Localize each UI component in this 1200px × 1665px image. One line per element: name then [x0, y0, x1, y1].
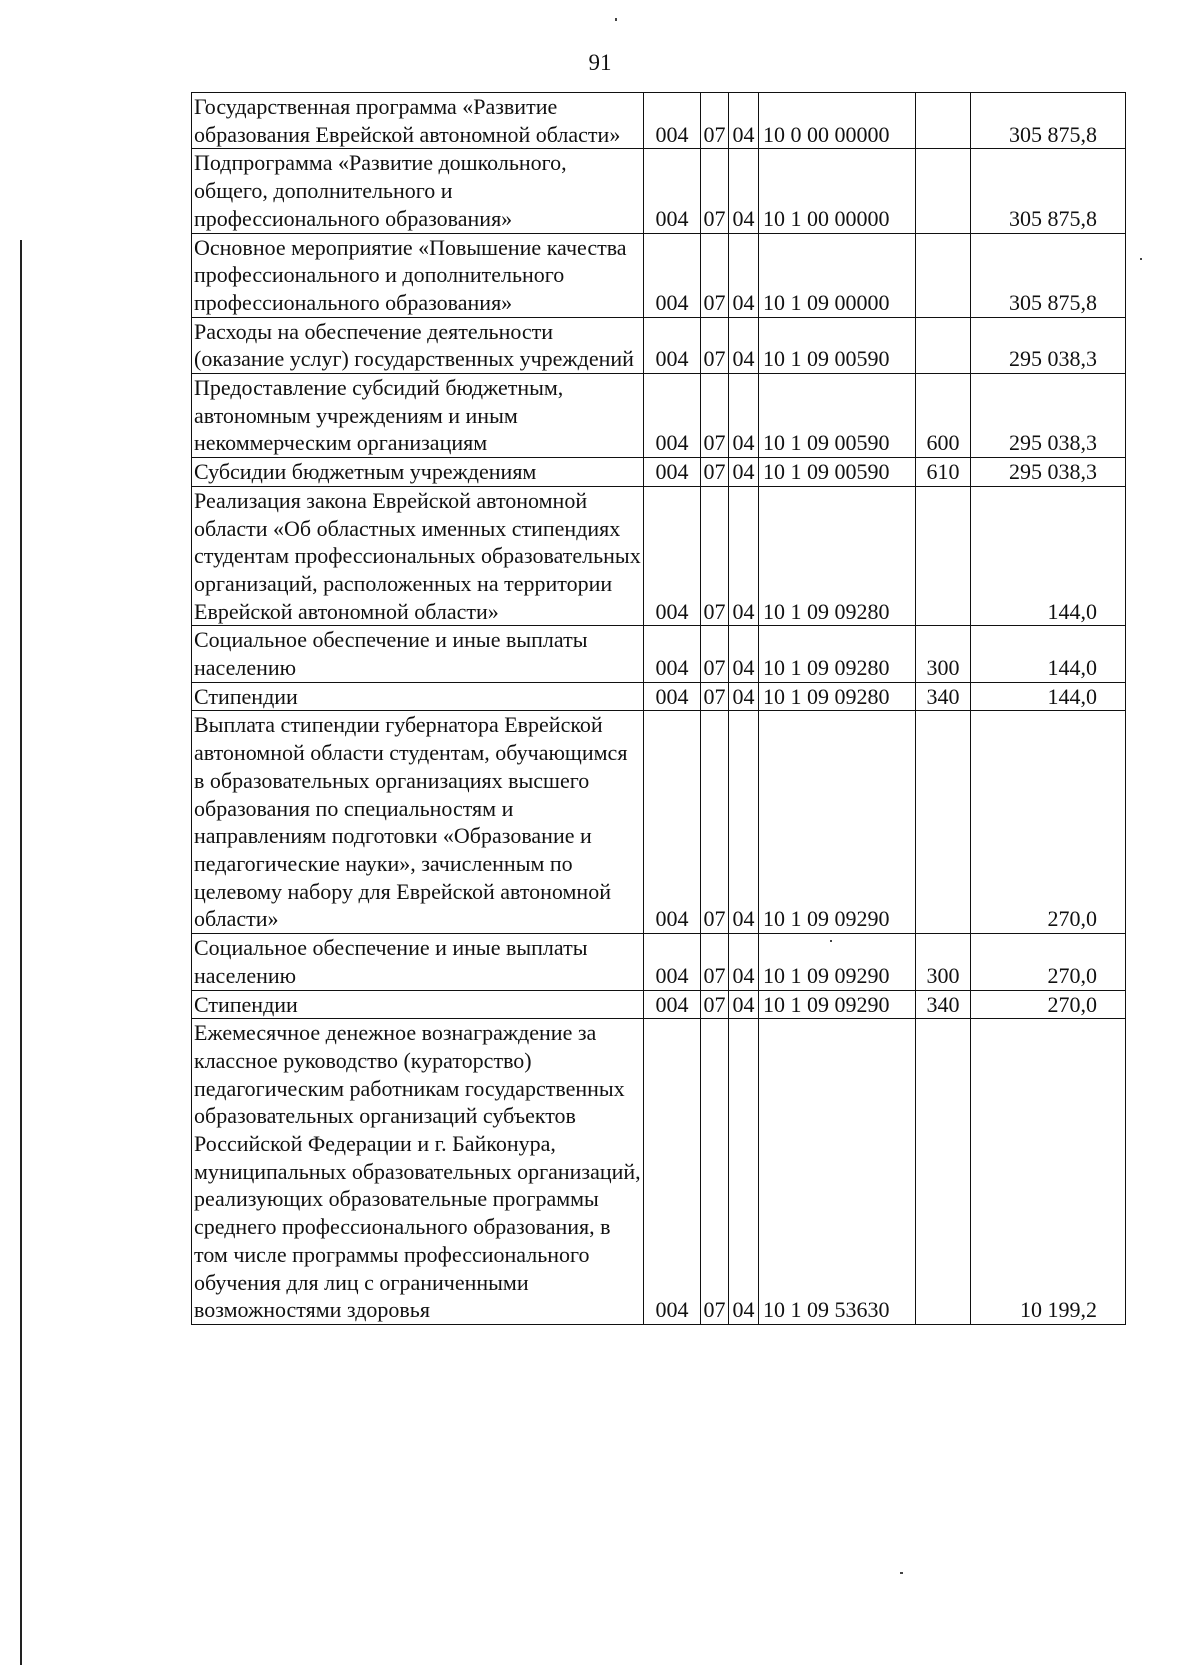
- target-article-cell: 10 1 09 09290: [759, 934, 916, 990]
- section-code-cell: 07: [701, 682, 729, 711]
- section-code-cell: 07: [701, 93, 729, 149]
- expense-name-cell: Ежемесячное денежное вознаграждение за классное руководство (кураторство) педагогическим работникам государственных образовательных организаций субъектов Российской Федерации и г. Байконура, муниципальных образовательных организаций, реализующих образовательные программы среднего профессионального образования, в том числе программы профессионального обучения для лиц с ограниченными возможностями здоровья: [192, 1019, 644, 1325]
- target-article-cell: 10 1 00 00000: [759, 149, 916, 233]
- amount-cell: 270,0: [971, 990, 1126, 1019]
- expense-type-cell: 340: [916, 682, 971, 711]
- table-row: [192, 682, 1126, 711]
- amount-cell: 295 038,3: [971, 374, 1126, 458]
- table-row: [192, 93, 1126, 149]
- expense-name-cell: Государственная программа «Развитие образования Еврейской автономной области»: [192, 93, 644, 149]
- section-code-cell: 07: [701, 317, 729, 373]
- ministry-code-cell: 004: [644, 711, 701, 934]
- section-code-cell: 07: [701, 458, 729, 487]
- target-article-cell: 10 1 09 09290: [759, 711, 916, 934]
- target-article-cell: 10 1 09 09290: [759, 990, 916, 1019]
- expense-type-cell: [916, 149, 971, 233]
- table-row: [192, 486, 1126, 626]
- budget-table-body: [192, 93, 1126, 1325]
- expense-name-cell: Стипендии: [192, 682, 644, 711]
- ministry-code-cell: 004: [644, 682, 701, 711]
- amount-cell: 270,0: [971, 934, 1126, 990]
- expense-type-cell: 600: [916, 374, 971, 458]
- expense-type-cell: [916, 711, 971, 934]
- ministry-code-cell: 004: [644, 934, 701, 990]
- target-article-cell: 10 1 09 09280: [759, 626, 916, 682]
- amount-cell: 144,0: [971, 626, 1126, 682]
- table-row: [192, 990, 1126, 1019]
- ministry-code-cell: 004: [644, 486, 701, 626]
- table-row: [192, 317, 1126, 373]
- table-row: [192, 149, 1126, 233]
- expense-name-cell: Стипендии: [192, 990, 644, 1019]
- table-row: [192, 934, 1126, 990]
- expense-type-cell: [916, 486, 971, 626]
- subsection-code-cell: 04: [729, 93, 759, 149]
- expense-name-cell: Основное мероприятие «Повышение качества профессионального и дополнительного профессионального образования»: [192, 233, 644, 317]
- ministry-code-cell: 004: [644, 1019, 701, 1325]
- table-row: [192, 374, 1126, 458]
- scan-speck: [900, 1572, 903, 1574]
- subsection-code-cell: 04: [729, 486, 759, 626]
- scan-speck: [615, 18, 617, 21]
- ministry-code-cell: 004: [644, 93, 701, 149]
- subsection-code-cell: 04: [729, 317, 759, 373]
- amount-cell: 295 038,3: [971, 317, 1126, 373]
- expense-type-cell: 610: [916, 458, 971, 487]
- amount-cell: 144,0: [971, 682, 1126, 711]
- expense-name-cell: Реализация закона Еврейской автономной области «Об областных именных стипендиях студентам профессиональных образовательных организаций, расположенных на территории Еврейской автономной области»: [192, 486, 644, 626]
- section-code-cell: 07: [701, 711, 729, 934]
- amount-cell: 270,0: [971, 711, 1126, 934]
- expense-name-cell: Социальное обеспечение и иные выплаты населению: [192, 626, 644, 682]
- target-article-cell: 10 1 09 09280: [759, 486, 916, 626]
- subsection-code-cell: 04: [729, 934, 759, 990]
- table-row: [192, 626, 1126, 682]
- expense-name-cell: Расходы на обеспечение деятельности (оказание услуг) государственных учреждений: [192, 317, 644, 373]
- expense-type-cell: [916, 93, 971, 149]
- section-code-cell: 07: [701, 626, 729, 682]
- expense-type-cell: 340: [916, 990, 971, 1019]
- ministry-code-cell: 004: [644, 374, 701, 458]
- ministry-code-cell: 004: [644, 458, 701, 487]
- expense-name-cell: Предоставление субсидий бюджетным, автономным учреждениям и иным некоммерческим организациям: [192, 374, 644, 458]
- amount-cell: 305 875,8: [971, 149, 1126, 233]
- expense-type-cell: [916, 1019, 971, 1325]
- table-row: [192, 1019, 1126, 1325]
- table-row: [192, 233, 1126, 317]
- expense-name-cell: Выплата стипендии губернатора Еврейской автономной области студентам, обучающимся в образовательных организациях высшего образования по специальностям и направлениям подготовки «Образование и педагогические науки», зачисленным по целевому набору для Еврейской автономной области»: [192, 711, 644, 934]
- subsection-code-cell: 04: [729, 149, 759, 233]
- expense-type-cell: 300: [916, 934, 971, 990]
- section-code-cell: 07: [701, 486, 729, 626]
- section-code-cell: 07: [701, 374, 729, 458]
- amount-cell: 10 199,2: [971, 1019, 1126, 1325]
- target-article-cell: 10 1 09 09280: [759, 682, 916, 711]
- target-article-cell: 10 1 09 53630: [759, 1019, 916, 1325]
- target-article-cell: 10 1 09 00000: [759, 233, 916, 317]
- expense-name-cell: Субсидии бюджетным учреждениям: [192, 458, 644, 487]
- section-code-cell: 07: [701, 934, 729, 990]
- target-article-cell: 10 1 09 00590: [759, 317, 916, 373]
- budget-table: [191, 92, 1126, 1325]
- expense-type-cell: [916, 317, 971, 373]
- target-article-cell: 10 1 09 00590: [759, 458, 916, 487]
- expense-name-cell: Социальное обеспечение и иные выплаты населению: [192, 934, 644, 990]
- scan-margin-line: [20, 240, 22, 1665]
- section-code-cell: 07: [701, 149, 729, 233]
- section-code-cell: 07: [701, 990, 729, 1019]
- ministry-code-cell: 004: [644, 990, 701, 1019]
- section-code-cell: 07: [701, 233, 729, 317]
- scan-speck: [1140, 258, 1142, 260]
- page-number: 91: [588, 50, 612, 75]
- target-article-cell: 10 1 09 00590: [759, 374, 916, 458]
- subsection-code-cell: 04: [729, 374, 759, 458]
- subsection-code-cell: 04: [729, 233, 759, 317]
- expense-name-cell: Подпрограмма «Развитие дошкольного, общего, дополнительного и профессионального образования»: [192, 149, 644, 233]
- subsection-code-cell: 04: [729, 711, 759, 934]
- amount-cell: 305 875,8: [971, 233, 1126, 317]
- subsection-code-cell: 04: [729, 626, 759, 682]
- amount-cell: 144,0: [971, 486, 1126, 626]
- ministry-code-cell: 004: [644, 233, 701, 317]
- expense-type-cell: [916, 233, 971, 317]
- expense-type-cell: 300: [916, 626, 971, 682]
- table-row: [192, 458, 1126, 487]
- subsection-code-cell: 04: [729, 682, 759, 711]
- amount-cell: 295 038,3: [971, 458, 1126, 487]
- ministry-code-cell: 004: [644, 626, 701, 682]
- table-row: [192, 711, 1126, 934]
- target-article-cell: 10 0 00 00000: [759, 93, 916, 149]
- subsection-code-cell: 04: [729, 1019, 759, 1325]
- subsection-code-cell: 04: [729, 990, 759, 1019]
- section-code-cell: 07: [701, 1019, 729, 1325]
- ministry-code-cell: 004: [644, 149, 701, 233]
- subsection-code-cell: 04: [729, 458, 759, 487]
- amount-cell: 305 875,8: [971, 93, 1126, 149]
- ministry-code-cell: 004: [644, 317, 701, 373]
